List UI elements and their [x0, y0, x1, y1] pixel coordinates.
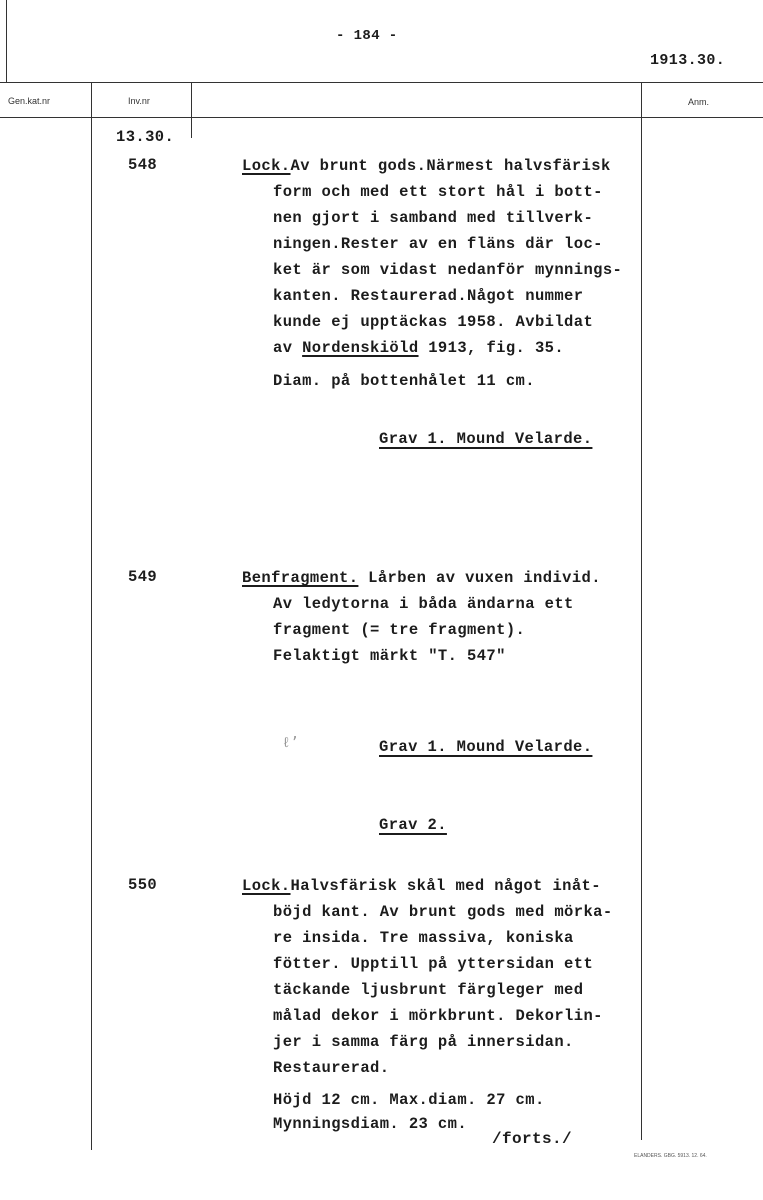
entry-550-text-line: böjd kant. Av brunt gods med mörka- — [273, 903, 613, 921]
entry-550-text-line: jer i samma färg på innersidan. — [273, 1033, 574, 1051]
printer-imprint: ELANDERS. GBG. 5913. 12. 64. — [634, 1153, 707, 1159]
column-header-gen-kat-nr: Gen.kat.nr — [8, 96, 51, 106]
column-header-inv-nr: Inv.nr — [128, 96, 150, 106]
entry-548-text-line: form och med ett stort hål i bott- — [273, 183, 603, 201]
entry-550-text-line: täckande ljusbrunt färgleger med — [273, 981, 584, 999]
pencil-mark: ℓ’ — [282, 735, 299, 751]
continued-marker: /forts./ — [492, 1130, 573, 1148]
entry-548-text-line: kanten. Restaurerad.Något nummer — [273, 287, 584, 305]
entry-549-text-line: Av ledytorna i båda ändarna ett — [273, 595, 574, 613]
entry-548-text-line: nen gjort i samband med tillverk- — [273, 209, 594, 227]
entry-548-text-line: Av brunt gods.Närmest halvsfärisk — [290, 157, 611, 175]
entry-549-title: Benfragment. — [242, 569, 359, 587]
entry-548-location-heading: Grav 1. Mound Velarde. — [379, 430, 593, 448]
entry-550-body — [273, 899, 613, 1081]
entry-550-text-line: målad dekor i mörkbrunt. Dekorlin- — [273, 1007, 603, 1025]
inventory-number-549: 549 — [128, 568, 158, 586]
entry-548-dimensions: Diam. på bottenhålet 11 cm. — [273, 372, 535, 390]
inventory-number-550: 550 — [128, 876, 158, 894]
entry-550-text-line: re insida. Tre massiva, koniska — [273, 929, 574, 947]
author-reference: Nordenskiöld — [302, 339, 419, 357]
entry-550-opening-diameter: Mynningsdiam. 23 cm. — [273, 1115, 468, 1133]
entry-548-title: Lock. — [242, 157, 291, 175]
entry-548-body — [273, 179, 622, 361]
catalog-reference: 1913.30. — [650, 52, 726, 69]
left-margin-rule — [6, 0, 7, 82]
inventory-number-548: 548 — [128, 156, 158, 174]
entry-549-body — [273, 591, 574, 669]
header-top-rule — [0, 82, 763, 83]
entry-550-text-line: fötter. Upptill på yttersidan ett — [273, 955, 594, 973]
text-anm-divider — [641, 82, 642, 1140]
entry-550-first-line — [242, 873, 601, 899]
entry-548-text-line: kunde ej upptäckas 1958. Avbildat — [273, 313, 594, 331]
entry-550-dimensions: Höjd 12 cm. Max.diam. 27 cm. — [273, 1091, 545, 1109]
section-heading-grav-2: Grav 2. — [379, 816, 447, 834]
entry-548-text-line: ningen.Rester av en fläns där loc- — [273, 235, 603, 253]
entry-548-first-line — [242, 153, 611, 179]
page-number: - 184 - — [336, 28, 398, 44]
entry-548-text-line: ket är som vidast nedanför mynnings- — [273, 261, 623, 279]
entry-549-text-line: fragment (= tre fragment). — [273, 621, 526, 639]
catalog-number: 13.30. — [116, 128, 175, 146]
entry-549-text-line: Felaktigt märkt "T. 547" — [273, 647, 506, 665]
entry-549-location-heading: Grav 1. Mound Velarde. — [379, 738, 593, 756]
entry-550-title: Lock. — [242, 877, 291, 895]
entry-550-text-line: Restaurerad. — [273, 1059, 390, 1077]
column-header-anm: Anm. — [688, 97, 710, 107]
entry-549-text-line: Lårben av vuxen individ. — [358, 569, 601, 587]
header-bottom-rule — [0, 117, 763, 118]
entry-548-text-line: av Nordenskiöld 1913, fig. 35. — [273, 339, 565, 357]
entry-549-first-line — [242, 565, 601, 591]
gen-inv-divider — [91, 82, 92, 1150]
entry-550-text-line: Halvsfärisk skål med något inåt- — [290, 877, 601, 895]
inv-text-divider — [191, 82, 192, 138]
